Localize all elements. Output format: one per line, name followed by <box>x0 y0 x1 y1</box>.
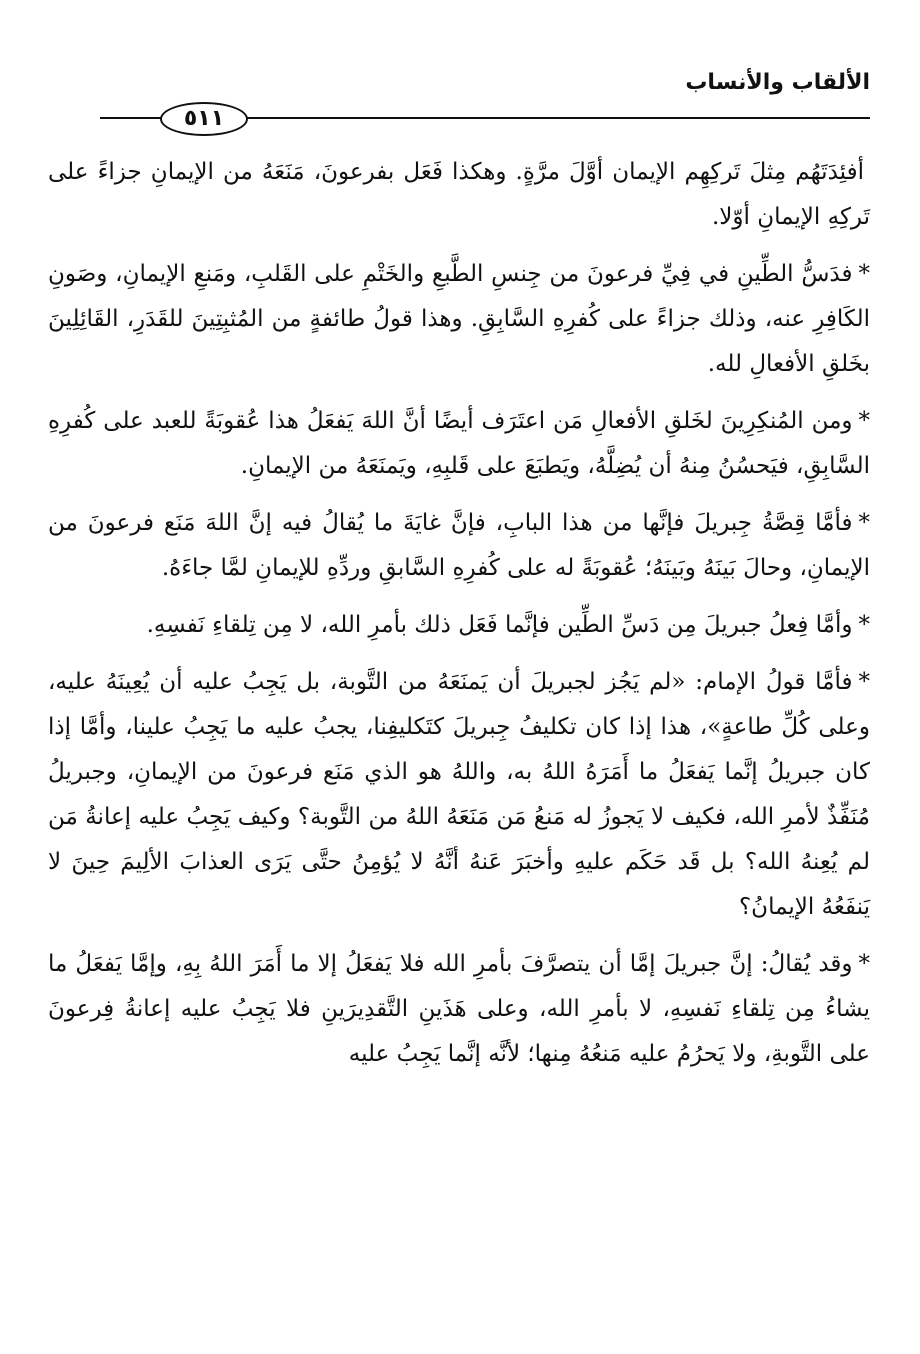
bullet-star: * <box>858 612 870 638</box>
running-title: الألقاب والأنساب <box>685 70 870 95</box>
paragraph <box>48 399 870 489</box>
paragraph <box>48 603 870 648</box>
bullet-star: * <box>858 408 870 434</box>
paragraph-text: وقد يُقالُ: إنَّ جبريلَ إمَّا أن يتصرَّفَ بأمرِ الله فلا يَفعَلُ إلا ما أَمَرَ اللهُ بِهِ، وإمَّا يَفعَلُ ما يشاءُ مِن تِلقاءِ نَفسِهِ، لا بأمرِ الله، وعلى هَذَينِ التَّقدِيرَينِ فلا يَجِبُ عليه إعانةُ فِرعونَ على التَّوبةِ، ولا يَحرُمُ عليه مَنعُهُ مِنها؛ لأنَّه إنَّما يَجِبُ عليه <box>48 951 870 1067</box>
paragraph <box>48 150 870 240</box>
page-number: ٥١١ <box>160 102 248 136</box>
paragraph-text: فأمَّا قولُ الإمام: «لم يَجُز لجبريلَ أن يَمنَعَهُ من التَّوبة، بل يَجِبُ عليه أن يُعِينَهُ عليه، وعلى كُلِّ طاعةٍ»، هذا إذا كان تكليفُ جِبريلَ كتَكليفِنا، يجبُ عليه ما يَجِبُ علينا، وأمَّا إذا كان جبريلُ إنَّما يَفعَلُ ما أَمَرَهُ اللهُ به، واللهُ هو الذي مَنَع فرعونَ من الإيمانِ، وجبريلُ مُنَفِّذٌ لأمرِ الله، فكيف لا يَجوزُ له مَنعُ مَن مَنَعَهُ اللهُ من التَّوبة؟ وكيف يَجِبُ عليه إعانةُ مَن لم يُعِنهُ الله؟ بل قَد حَكَم عليهِ وأخبَرَ عَنهُ أنَّهُ لا يُؤمِنُ حتَّى يَرَى العذابَ الألِيمَ حِينَ لا يَنفَعُهُ الإيمانُ؟ <box>48 669 870 920</box>
body-text <box>48 150 870 1089</box>
paragraph-text: فدَسُّ الطِّينِ في فِيِّ فرعونَ من جِنسِ الطَّبعِ والخَتْمِ على القَلبِ، ومَنعِ الإيمانِ، وصَونِ الكَافِرِ عنه، وذلك جزاءً على كُفرِهِ السَّابِقِ. وهذا قولُ طائفةٍ من المُثبِتِينَ للقَدَرِ، القَائِلِينَ بخَلقِ الأفعالِ لله. <box>48 261 870 377</box>
paragraph-text: أفئِدَتَهُم مِثلَ تَركِهِم الإيمان أوَّلَ مرَّةٍ. وهكذا فَعَل بفرعونَ، مَنَعَهُ من الإيمانِ جزاءً على تَركِهِ الإيمانِ أوّلا. <box>48 159 870 230</box>
paragraph <box>48 501 870 591</box>
paragraph <box>48 252 870 387</box>
paragraph-text: ومن المُنكِرِينَ لخَلقِ الأفعالِ مَن اعتَرَف أيضًا أنَّ اللهَ يَفعَلُ هذا عُقوبَةً للعبد على كُفرِهِ السَّابِقِ، فيَحسُنُ مِنهُ أن يُضِلَّهُ، ويَطبَعَ على قَلبِهِ، ويَمنَعَهُ من الإيمانِ. <box>48 408 870 479</box>
bullet-star: * <box>858 951 870 977</box>
bullet-star: * <box>858 510 870 536</box>
bullet-star: * <box>858 669 870 695</box>
paragraph <box>48 660 870 930</box>
bullet-star: * <box>858 261 870 287</box>
paragraph-text: فأمَّا قِصَّةُ جِبريلَ فإنَّها من هذا البابِ، فإنَّ غايَةَ ما يُقالُ فيه إنَّ اللهَ مَنَع فرعونَ من الإيمانِ، وحالَ بَينَهُ وبَينَهُ؛ عُقوبَةً له على كُفرِهِ السَّابقِ وردِّهِ للإيمانِ لمَّا جاءَهُ. <box>48 510 870 581</box>
paragraph-text: وأمَّا فِعلُ جبريلَ مِن دَسِّ الطِّين فإنَّما فَعَل ذلك بأمرِ الله، لا مِن تِلقاءِ نَفسِهِ. <box>146 612 853 638</box>
paragraph <box>48 942 870 1077</box>
